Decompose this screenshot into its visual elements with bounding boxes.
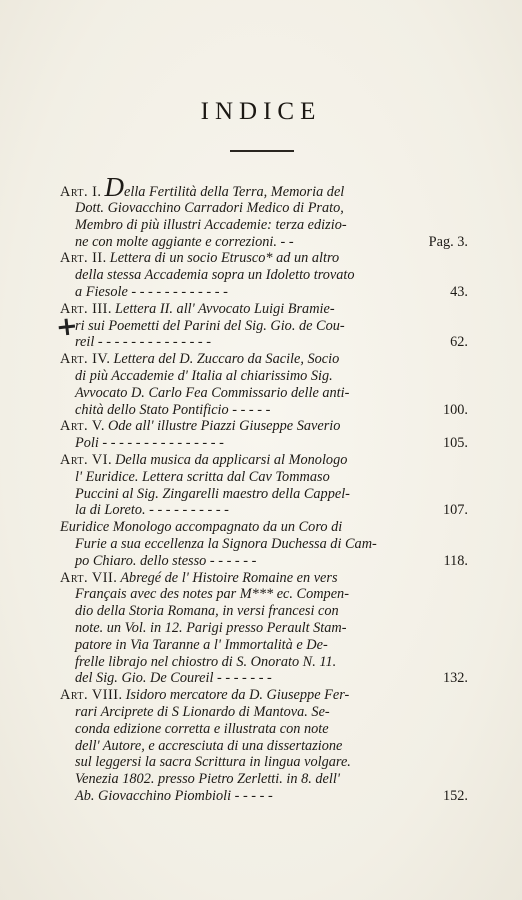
entry-text: ella Fertilità della Terra, Memoria del <box>124 184 345 200</box>
entry-text: Abregé de l' Histoire Romaine en vers <box>120 569 338 586</box>
entry-text: Lettera II. all' Avvocato Luigi Bramie- <box>115 300 335 317</box>
entry-text: Ode all' illustre Piazzi Giuseppe Saverio <box>107 418 341 435</box>
entry-text: del Sig. Gio. De Coureil - - - - - - - <box>75 670 272 687</box>
entry-text: note. un Vol. in 12. Parigi presso Perault Stam- <box>75 619 347 636</box>
toc-line <box>60 217 468 234</box>
entry-text: Lettera del D. Zuccaro da Sacile, Socio <box>113 351 340 368</box>
toc-entry <box>60 301 468 351</box>
toc-line <box>60 200 468 217</box>
toc-line <box>60 368 468 385</box>
page-number: 43. <box>450 283 468 300</box>
toc-line <box>60 519 468 536</box>
toc-entry <box>60 570 468 688</box>
toc-line <box>60 250 468 267</box>
entry-text: rari Arciprete di S Lionardo di Mantova. Se- <box>75 703 330 720</box>
toc-line <box>60 452 468 469</box>
entry-text: chità dello Stato Pontificio - - - - - <box>75 401 271 418</box>
toc-line <box>60 771 468 788</box>
entry-text: Puccini al Sig. Zingarelli maestro della Cappel- <box>75 485 350 502</box>
toc-line <box>60 172 468 202</box>
toc-line <box>60 536 468 553</box>
toc-line <box>60 234 468 251</box>
handwritten-cross-mark: + <box>54 310 80 344</box>
page-number: 118. <box>443 552 468 569</box>
drop-capital: D <box>104 172 124 202</box>
table-of-contents <box>60 172 468 805</box>
entry-text: Della musica da applicarsi al Monologo <box>115 451 348 468</box>
entry-text: po Chiaro. dello stesso - - - - - - <box>75 552 257 569</box>
toc-line <box>60 704 468 721</box>
toc-entry <box>60 172 468 250</box>
entry-text: della stessa Accademia sopra un Idoletto trovato <box>75 267 355 284</box>
toc-line <box>60 486 468 503</box>
toc-line <box>60 284 468 301</box>
article-number: Art. III. <box>60 300 113 317</box>
toc-line <box>60 637 468 654</box>
entry-text: a Fiesole - - - - - - - - - - - - <box>75 283 228 300</box>
toc-line <box>60 670 468 687</box>
toc-line <box>60 754 468 771</box>
toc-entry <box>60 687 468 805</box>
toc-line <box>60 738 468 755</box>
toc-line <box>60 620 468 637</box>
article-number: Art. V. <box>60 418 105 435</box>
entry-text: dell' Autore, e accresciuta di una dissertazione <box>75 737 343 754</box>
toc-line <box>60 301 468 318</box>
toc-line <box>60 334 468 351</box>
toc-entry <box>60 452 468 519</box>
page-number: 152. <box>442 787 468 804</box>
entry-text: reil - - - - - - - - - - - - - - <box>75 334 212 351</box>
toc-line <box>60 385 468 402</box>
toc-line <box>60 402 468 419</box>
page-number: 107. <box>442 502 468 519</box>
entry-text: Membro di più illustri Accademie: terza edizio- <box>75 216 347 233</box>
entry-text: conda edizione corretta e illustrata con note <box>75 720 329 737</box>
entry-text: patore in Via Taranne a l' Immortalità e De- <box>75 636 328 653</box>
toc-line <box>60 469 468 486</box>
toc-line <box>60 586 468 603</box>
title-rule <box>230 150 294 152</box>
article-number: Art. II. <box>60 250 107 267</box>
entry-text: ne con molte aggiante e correzioni. - - <box>75 233 294 250</box>
entry-text: l' Euridice. Lettera scritta dal Cav Tommaso <box>75 468 330 485</box>
toc-line <box>60 318 468 335</box>
page-title: INDICE <box>200 98 322 125</box>
entry-text: Ab. Giovacchino Piombioli - - - - - <box>75 787 273 804</box>
toc-line <box>60 721 468 738</box>
article-number: Art. VII. <box>60 569 118 586</box>
page-number: 105. <box>442 435 468 452</box>
entry-text: Lettera di un socio Etrusco* ad un altro <box>109 250 340 267</box>
entry-text: Français avec des notes par M*** ec. Compen- <box>75 586 349 603</box>
entry-text: frelle librajo nel chiostro di S. Onorato N. 11. <box>75 653 337 670</box>
page-number: 100. <box>442 401 468 418</box>
toc-line <box>60 502 468 519</box>
article-number: Art. IV. <box>60 351 111 368</box>
page-number: Pag. 3. <box>428 233 468 250</box>
entry-text: di più Accademie d' Italia al chiarissimo Sig. <box>75 367 333 384</box>
entry-text: Isidoro mercatore da D. Giuseppe Fer- <box>125 687 350 704</box>
entry-text: ri sui Poemetti del Parini del Sig. Gio. de Cou- <box>75 317 345 334</box>
toc-line <box>60 553 468 570</box>
toc-line <box>60 654 468 671</box>
entry-text: dio della Storia Romana, in versi francesi con <box>75 603 339 620</box>
page-number: 62. <box>450 334 468 351</box>
toc-line <box>60 351 468 368</box>
toc-line <box>60 435 468 452</box>
toc-line <box>60 267 468 284</box>
entry-text: Furie a sua eccellenza la Signora Duchessa di Cam- <box>75 535 377 552</box>
toc-line <box>60 687 468 704</box>
entry-text: la di Loreto. - - - - - - - - - - <box>75 502 229 519</box>
entry-text: sul leggersi la sacra Scrittura in lingua volgare. <box>75 754 351 771</box>
entry-text: Euridice Monologo accompagnato da un Coro di <box>60 519 343 536</box>
article-number: Art. VIII. <box>60 687 123 704</box>
toc-line <box>60 570 468 587</box>
toc-line <box>60 603 468 620</box>
toc-line <box>60 418 468 435</box>
toc-entry <box>60 418 468 452</box>
page-number: 132. <box>442 670 468 687</box>
entry-text: Avvocato D. Carlo Fea Commissario delle anti- <box>75 384 350 401</box>
article-number: Art. VI. <box>60 451 113 468</box>
toc-entry <box>60 250 468 300</box>
entry-text: Dott. Giovacchino Carradori Medico di Prato, <box>75 200 344 216</box>
entry-text: Venezia 1802. presso Pietro Zerletti. in 8. dell' <box>75 771 340 788</box>
toc-line <box>60 788 468 805</box>
article-number: Art. I. <box>60 184 102 200</box>
toc-entry <box>60 351 468 418</box>
entry-text: Poli - - - - - - - - - - - - - - - <box>75 435 224 452</box>
toc-entry <box>60 519 468 569</box>
